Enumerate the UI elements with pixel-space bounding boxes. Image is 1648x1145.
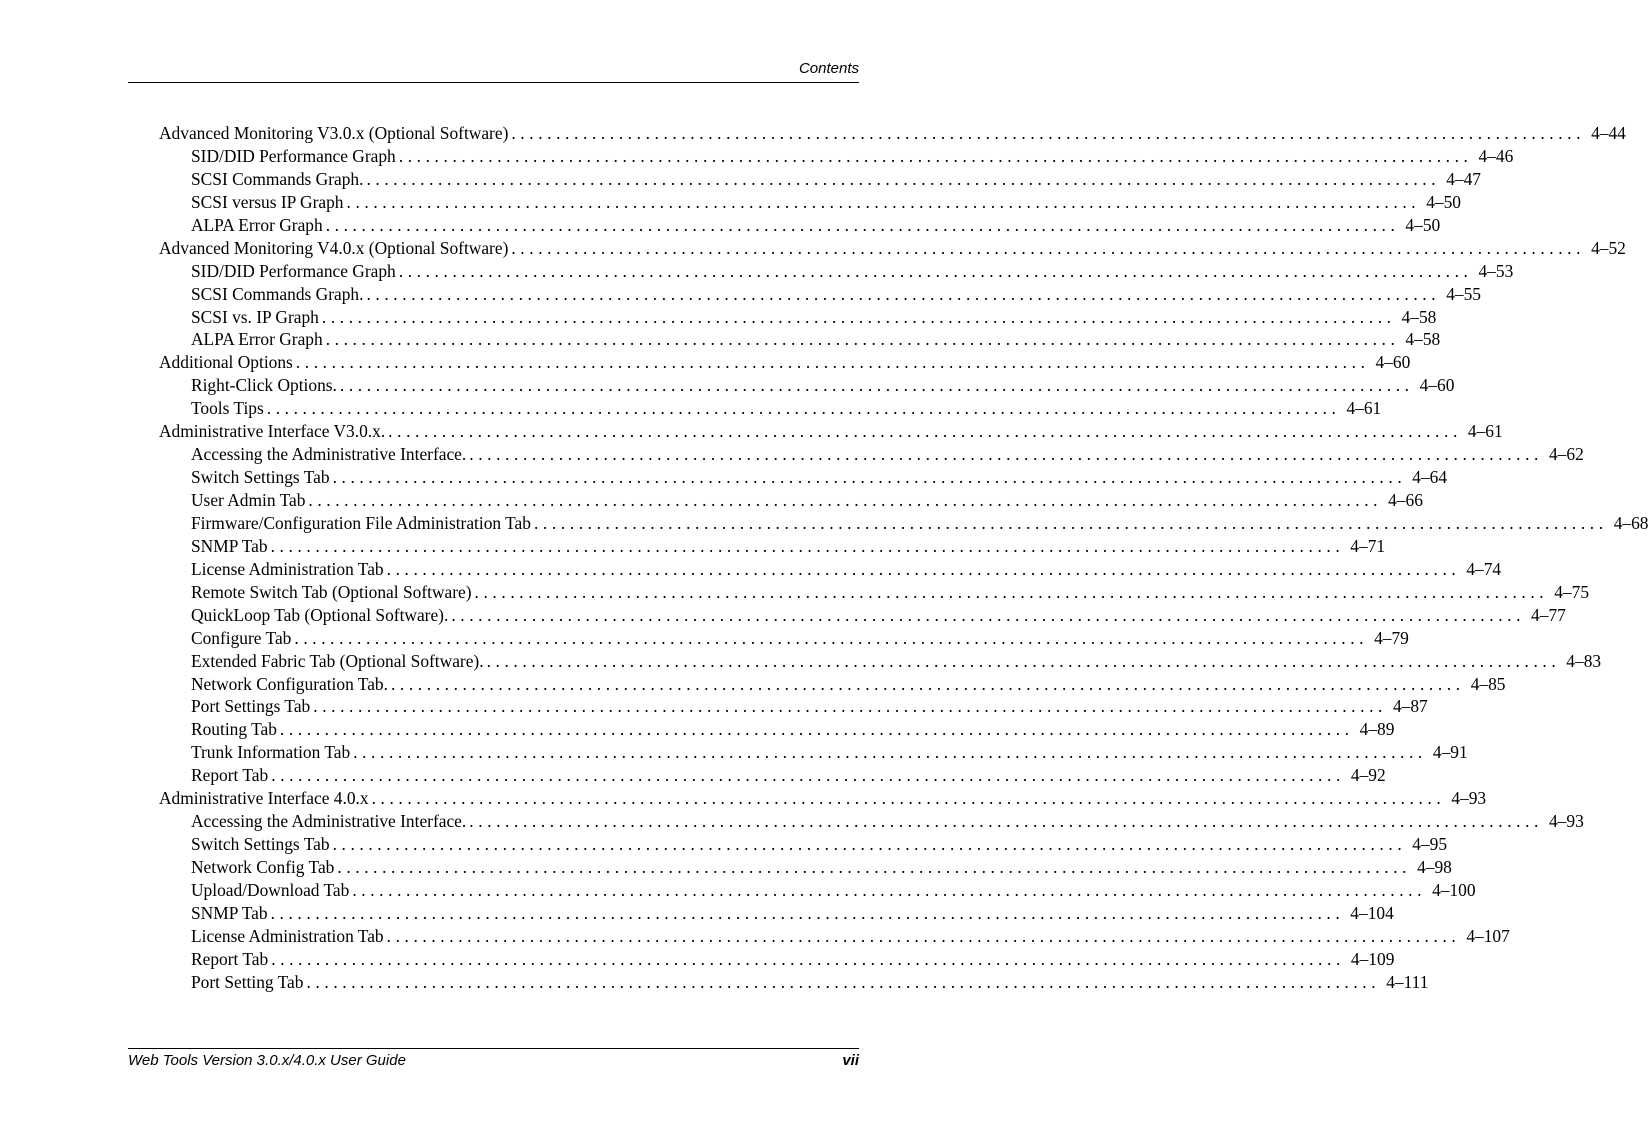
toc-entry-title: Network Config Tab — [191, 857, 335, 877]
toc-dot-leader: ........................................................................................................................ — [474, 581, 1549, 602]
toc-entry[interactable] — [159, 237, 1626, 260]
page-footer — [128, 1048, 859, 1073]
toc-entry-title: Configure Tab — [191, 627, 292, 648]
toc-entry-page: 4–71 — [1350, 535, 1386, 556]
toc-dot-leader: ........................................................................................................................ — [321, 306, 1396, 327]
table-of-contents — [159, 122, 1648, 994]
toc-dot-leader: ........................................................................................................................ — [451, 604, 1526, 625]
toc-dot-leader: ........................................................................................................................ — [339, 375, 1414, 396]
toc-dot-leader: ........................................................................................................................ — [469, 444, 1543, 465]
toc-entry[interactable] — [159, 260, 1514, 283]
toc-entry[interactable] — [159, 787, 1487, 810]
toc-entry-page: 4–77 — [1531, 604, 1566, 625]
toc-dot-leader: ........................................................................................................................ — [308, 490, 1383, 510]
toc-dot-leader: ........................................................................................................................ — [390, 673, 1465, 694]
toc-entry-page: 4–53 — [1478, 260, 1514, 281]
toc-entry-title: Port Settings Tab — [191, 696, 311, 717]
toc-entry-title: SID/DID Performance Graph — [191, 260, 396, 281]
toc-entry-page: 4–109 — [1350, 948, 1395, 969]
toc-dot-leader: ........................................................................................................................ — [313, 696, 1387, 717]
toc-dot-leader: ........................................................................................................................ — [511, 237, 1586, 258]
toc-entry-page: 4–64 — [1412, 467, 1448, 488]
toc-entry-page: 4–79 — [1374, 627, 1409, 648]
toc-entry-page: 4–52 — [1591, 237, 1626, 258]
toc-entry[interactable] — [159, 397, 1382, 420]
toc-entry-page: 4–89 — [1359, 719, 1395, 740]
toc-entry[interactable] — [159, 191, 1461, 214]
toc-entry[interactable] — [159, 925, 1510, 948]
toc-dot-leader: ........................................................................................................................ — [332, 467, 1407, 488]
toc-dot-leader: ........................................................................................................................ — [398, 260, 1473, 281]
toc-entry-title: SCSI vs. IP Graph — [191, 306, 319, 327]
toc-entry-title: Network Configuration Tab. — [191, 673, 388, 694]
toc-dot-leader: ........................................................................................................................ — [279, 719, 1354, 740]
toc-entry-title: License Administration Tab — [191, 558, 384, 579]
toc-entry-title: Accessing the Administrative Interface. — [191, 811, 467, 832]
toc-entry[interactable] — [159, 168, 1481, 191]
toc-entry-title: Trunk Information Tab — [191, 742, 351, 763]
toc-entry-title: Advanced Monitoring V4.0.x (Optional Software) — [159, 237, 509, 258]
toc-dot-leader: ........................................................................................................................ — [353, 742, 1427, 763]
toc-entry-page: 4–68 — [1613, 512, 1648, 533]
toc-entry-title: QuickLoop Tab (Optional Software). — [191, 604, 449, 625]
toc-entry-title: Administrative Interface 4.0.x — [159, 788, 369, 809]
toc-entry[interactable] — [159, 466, 1448, 489]
toc-entry-title: Switch Settings Tab — [191, 467, 330, 488]
toc-entry[interactable] — [159, 856, 1452, 879]
toc-entry-page: 4–61 — [1346, 398, 1382, 419]
toc-entry[interactable] — [159, 650, 1602, 673]
toc-dot-leader: ........................................................................................................................ — [271, 765, 1345, 786]
toc-entry[interactable] — [159, 443, 1584, 466]
toc-entry-page: 4–83 — [1566, 650, 1602, 671]
toc-dot-leader: ........................................................................................................................ — [325, 329, 1400, 350]
toc-entry[interactable] — [159, 558, 1502, 581]
toc-entry-title: Tools Tips — [191, 398, 264, 419]
toc-entry-title: SCSI Commands Graph. — [191, 283, 364, 304]
toc-entry-title: SCSI versus IP Graph — [191, 191, 344, 212]
toc-entry-title: SNMP Tab — [191, 535, 268, 556]
toc-entry-page: 4–58 — [1405, 329, 1441, 350]
toc-entry-title: Advanced Monitoring V3.0.x (Optional Software) — [159, 123, 509, 143]
toc-entry-title: SID/DID Performance Graph — [191, 145, 396, 166]
toc-entry[interactable] — [159, 283, 1481, 306]
toc-entry-title: ALPA Error Graph — [191, 329, 323, 350]
toc-entry-page: 4–93 — [1548, 811, 1584, 832]
toc-entry-page: 4–93 — [1451, 788, 1487, 809]
toc-dot-leader: ........................................................................................................................ — [295, 352, 1370, 373]
toc-entry-title: ALPA Error Graph — [191, 214, 323, 235]
toc-entry-title: Administrative Interface V3.0.x. — [159, 421, 386, 442]
toc-entry-title: Remote Switch Tab (Optional Software) — [191, 581, 472, 602]
toc-entry[interactable] — [159, 833, 1448, 856]
toc-entry-page: 4–92 — [1350, 765, 1386, 786]
toc-entry-page: 4–50 — [1426, 191, 1461, 212]
toc-entry[interactable] — [159, 764, 1386, 787]
toc-entry-page: 4–87 — [1392, 696, 1428, 717]
toc-dot-leader: ........................................................................................................................ — [386, 925, 1461, 946]
toc-entry-page: 4–62 — [1548, 444, 1584, 465]
footer-document-title: Web Tools Version 3.0.x/4.0.x User Guide — [128, 1052, 406, 1069]
toc-entry[interactable] — [159, 306, 1437, 329]
toc-entry-page: 4–58 — [1401, 306, 1437, 327]
toc-dot-leader: ........................................................................................................................ — [352, 879, 1427, 900]
toc-dot-leader: ........................................................................................................................ — [266, 398, 1341, 419]
toc-dot-leader: ........................................................................................................................ — [388, 421, 1462, 442]
toc-dot-leader: ........................................................................................................................ — [469, 811, 1543, 832]
toc-entry-title: Routing Tab — [191, 719, 277, 740]
toc-dot-leader: ........................................................................................................................ — [366, 283, 1441, 304]
toc-entry[interactable] — [159, 604, 1566, 627]
toc-entry-title: SCSI Commands Graph. — [191, 168, 364, 189]
toc-dot-leader: ........................................................................................................................ — [294, 627, 1369, 648]
toc-entry-page: 4–55 — [1446, 283, 1481, 304]
toc-dot-leader: ........................................................................................................................ — [270, 535, 1345, 556]
toc-dot-leader: ........................................................................................................................ — [371, 788, 1446, 809]
toc-entry[interactable] — [159, 695, 1428, 718]
toc-entry[interactable] — [159, 673, 1506, 696]
toc-dot-leader: ........................................................................................................................ — [325, 214, 1400, 235]
toc-dot-leader: ........................................................................................................................ — [366, 168, 1441, 189]
toc-entry-title: Additional Options — [159, 352, 293, 373]
toc-entry-page: 4–91 — [1432, 742, 1468, 763]
toc-entry[interactable] — [159, 512, 1648, 535]
toc-entry-page: 4–47 — [1446, 168, 1481, 189]
toc-entry-page: 4–75 — [1554, 581, 1590, 602]
toc-entry[interactable] — [159, 374, 1455, 397]
toc-entry[interactable] — [159, 214, 1441, 237]
toc-entry[interactable] — [159, 902, 1394, 925]
toc-dot-leader: ........................................................................................................................ — [270, 902, 1345, 923]
toc-entry-page: 4–66 — [1388, 490, 1423, 510]
toc-dot-leader: ........................................................................................................................ — [486, 650, 1561, 671]
toc-entry-page: 4–107 — [1466, 925, 1510, 946]
page-header — [128, 60, 859, 83]
header-section-title: Contents — [798, 60, 859, 77]
toc-entry-page: 4–50 — [1405, 214, 1441, 235]
toc-dot-leader: ........................................................................................................................ — [332, 834, 1407, 855]
toc-entry-page: 4–85 — [1470, 673, 1506, 694]
toc-entry-title: License Administration Tab — [191, 925, 384, 946]
toc-entry-page: 4–61 — [1467, 421, 1503, 442]
toc-dot-leader: ........................................................................................................................ — [271, 948, 1345, 969]
toc-entry-page: 4–60 — [1375, 352, 1411, 373]
toc-entry-page: 4–44 — [1591, 123, 1626, 143]
toc-entry-title: Switch Settings Tab — [191, 834, 330, 855]
toc-dot-leader: ........................................................................................................................ — [533, 512, 1608, 533]
toc-entry-title: Report Tab — [191, 765, 269, 786]
toc-dot-leader: ........................................................................................................................ — [337, 857, 1412, 877]
toc-entry-title: Report Tab — [191, 948, 269, 969]
toc-entry[interactable] — [159, 741, 1468, 764]
toc-entry[interactable] — [159, 879, 1476, 902]
toc-entry-page: 4–104 — [1350, 902, 1394, 923]
toc-entry-title: Firmware/Configuration File Administration Tab — [191, 512, 531, 533]
toc-dot-leader: ........................................................................................................................ — [511, 123, 1586, 143]
toc-entry-page: 4–95 — [1412, 834, 1448, 855]
footer-page-number: vii — [842, 1052, 859, 1069]
toc-entry-page: 4–98 — [1417, 857, 1452, 877]
toc-dot-leader: ........................................................................................................................ — [346, 191, 1421, 212]
toc-dot-leader: ........................................................................................................................ — [398, 145, 1473, 166]
toc-entry[interactable] — [159, 581, 1590, 604]
toc-entry-page: 4–100 — [1432, 879, 1476, 900]
toc-entry-page: 4–74 — [1466, 558, 1502, 579]
toc-entry-page: 4–111 — [1386, 971, 1429, 992]
toc-entry-title: Port Setting Tab — [191, 971, 304, 992]
toc-dot-leader: ........................................................................................................................ — [386, 558, 1461, 579]
toc-entry[interactable] — [159, 948, 1395, 971]
toc-entry-title: Right-Click Options. — [191, 375, 337, 396]
toc-entry[interactable] — [159, 810, 1584, 833]
toc-entry[interactable] — [159, 420, 1503, 443]
toc-entry[interactable] — [159, 122, 1626, 145]
toc-dot-leader: ........................................................................................................................ — [306, 971, 1381, 992]
toc-entry-title: Upload/Download Tab — [191, 879, 350, 900]
toc-entry[interactable] — [159, 535, 1386, 558]
toc-entry-title: Extended Fabric Tab (Optional Software). — [191, 650, 484, 671]
toc-entry-title: Accessing the Administrative Interface. — [191, 444, 467, 465]
toc-entry[interactable] — [159, 328, 1441, 351]
toc-entry[interactable] — [159, 971, 1429, 994]
toc-entry[interactable] — [159, 718, 1395, 741]
toc-entry[interactable] — [159, 489, 1423, 512]
toc-entry[interactable] — [159, 145, 1514, 168]
toc-entry-title: User Admin Tab — [191, 490, 306, 510]
toc-entry[interactable] — [159, 351, 1411, 374]
toc-entry-page: 4–46 — [1478, 145, 1514, 166]
toc-entry-title: SNMP Tab — [191, 902, 268, 923]
toc-entry[interactable] — [159, 627, 1409, 650]
toc-entry-page: 4–60 — [1419, 375, 1455, 396]
